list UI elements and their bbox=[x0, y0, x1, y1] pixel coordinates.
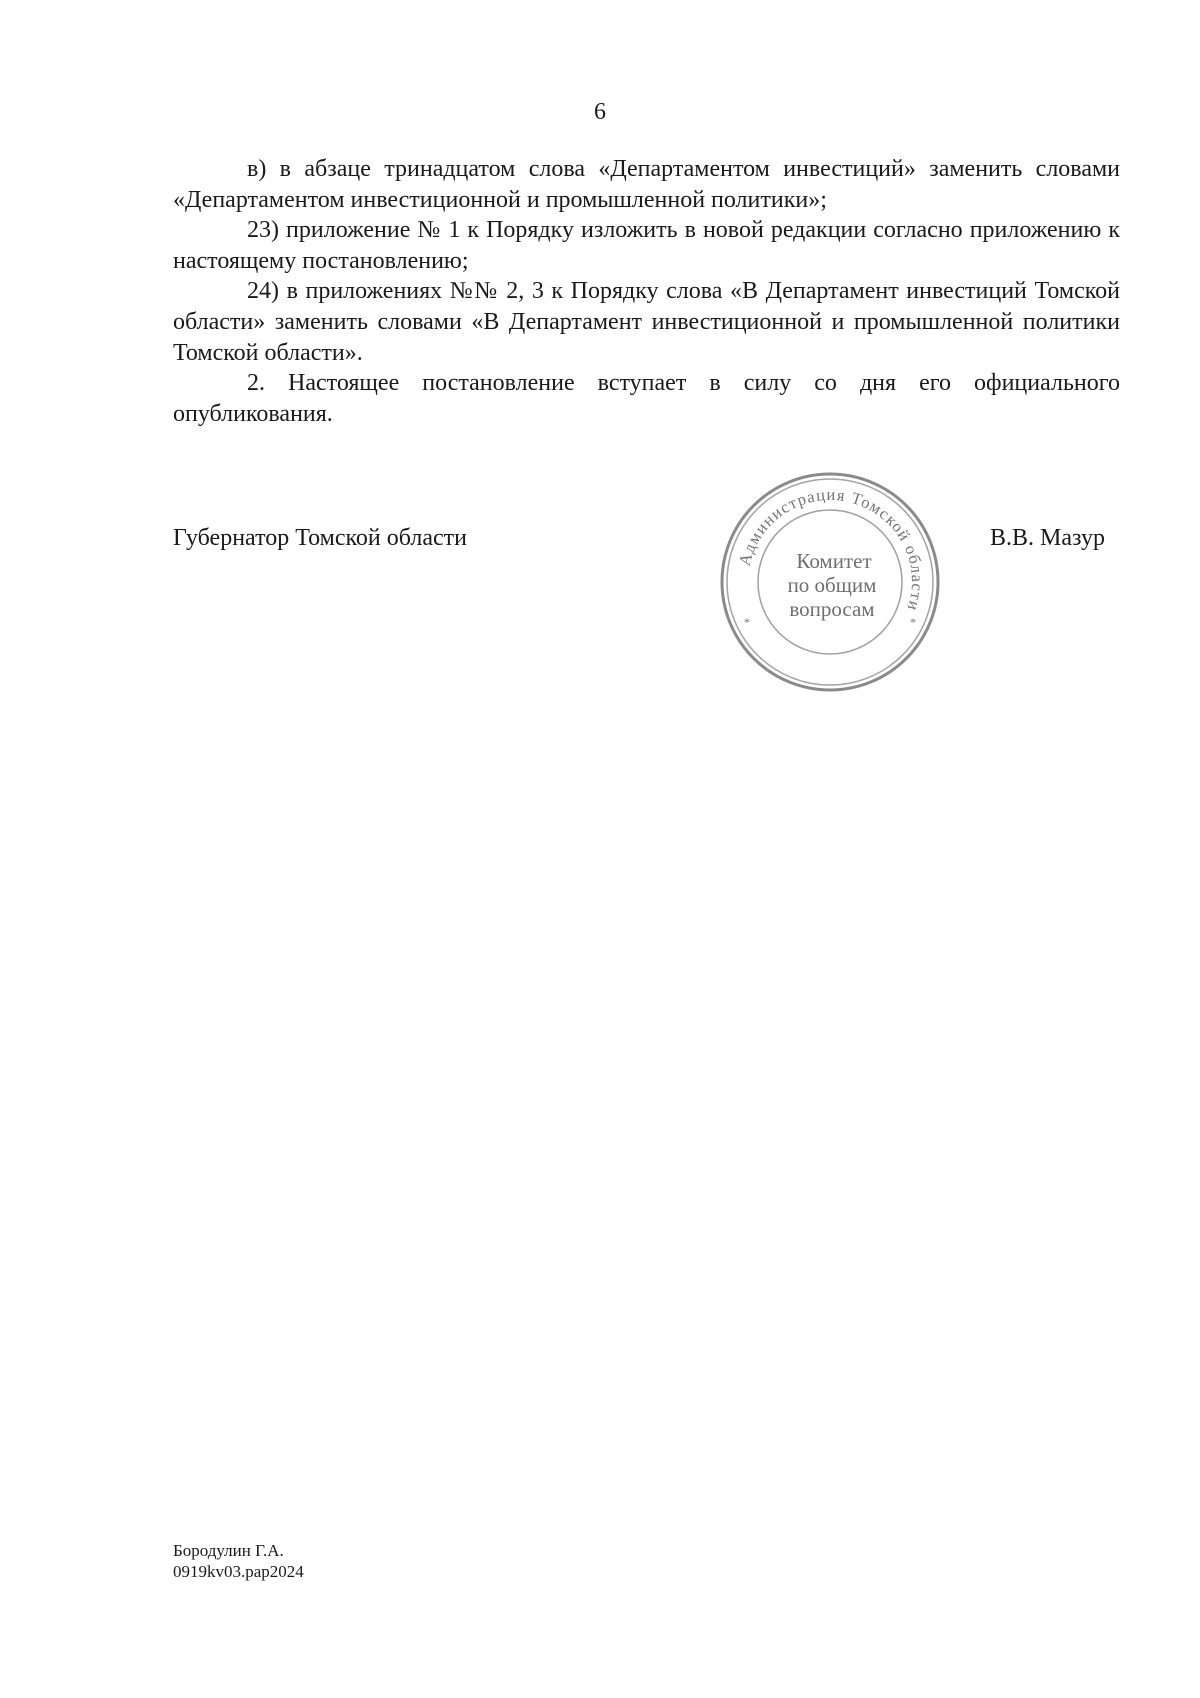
stamp-seal-graphic bbox=[718, 470, 942, 694]
stamp-star-right: * bbox=[910, 615, 918, 629]
signatory-name: В.В. Мазур bbox=[990, 525, 1105, 551]
stamp-star-left: * bbox=[744, 615, 752, 629]
paragraph-item-23: 23) приложение № 1 к Порядку изложить в новой редакции согласно приложению к настоящему постановлению; bbox=[173, 217, 1120, 274]
paragraph-item-24: 24) в приложениях №№ 2, 3 к Порядку слова «В Департамент инвестиций Томской области» заменить словами «В Департамент инвестиционной и промышленной политики Томской области». bbox=[173, 278, 1120, 366]
stamp-inner-line-1: Комитет bbox=[796, 549, 872, 573]
paragraph-item-2: 2. Настоящее постановление вступает в силу со дня его официального опубликования. bbox=[173, 370, 1120, 427]
stamp-inner-line-2: по общим bbox=[787, 573, 877, 597]
paragraph-item-v: в) в абзаце тринадцатом слова «Департаментом инвестиций» заменить словами «Департаментом инвестиционной и промышленной политики»; bbox=[173, 156, 1120, 213]
page-number: 6 bbox=[594, 99, 606, 125]
signatory-position: Губернатор Томской области bbox=[173, 525, 467, 551]
executor-name: Бородулин Г.А. bbox=[173, 1541, 284, 1560]
official-stamp bbox=[718, 470, 942, 694]
stamp-ring-text: Администрация Томской области bbox=[734, 484, 928, 614]
document-body bbox=[173, 154, 1120, 429]
document-footer bbox=[173, 1540, 304, 1582]
file-code: 0919kv03.pap2024 bbox=[173, 1562, 304, 1581]
stamp-inner-line-3: вопросам bbox=[789, 597, 875, 621]
